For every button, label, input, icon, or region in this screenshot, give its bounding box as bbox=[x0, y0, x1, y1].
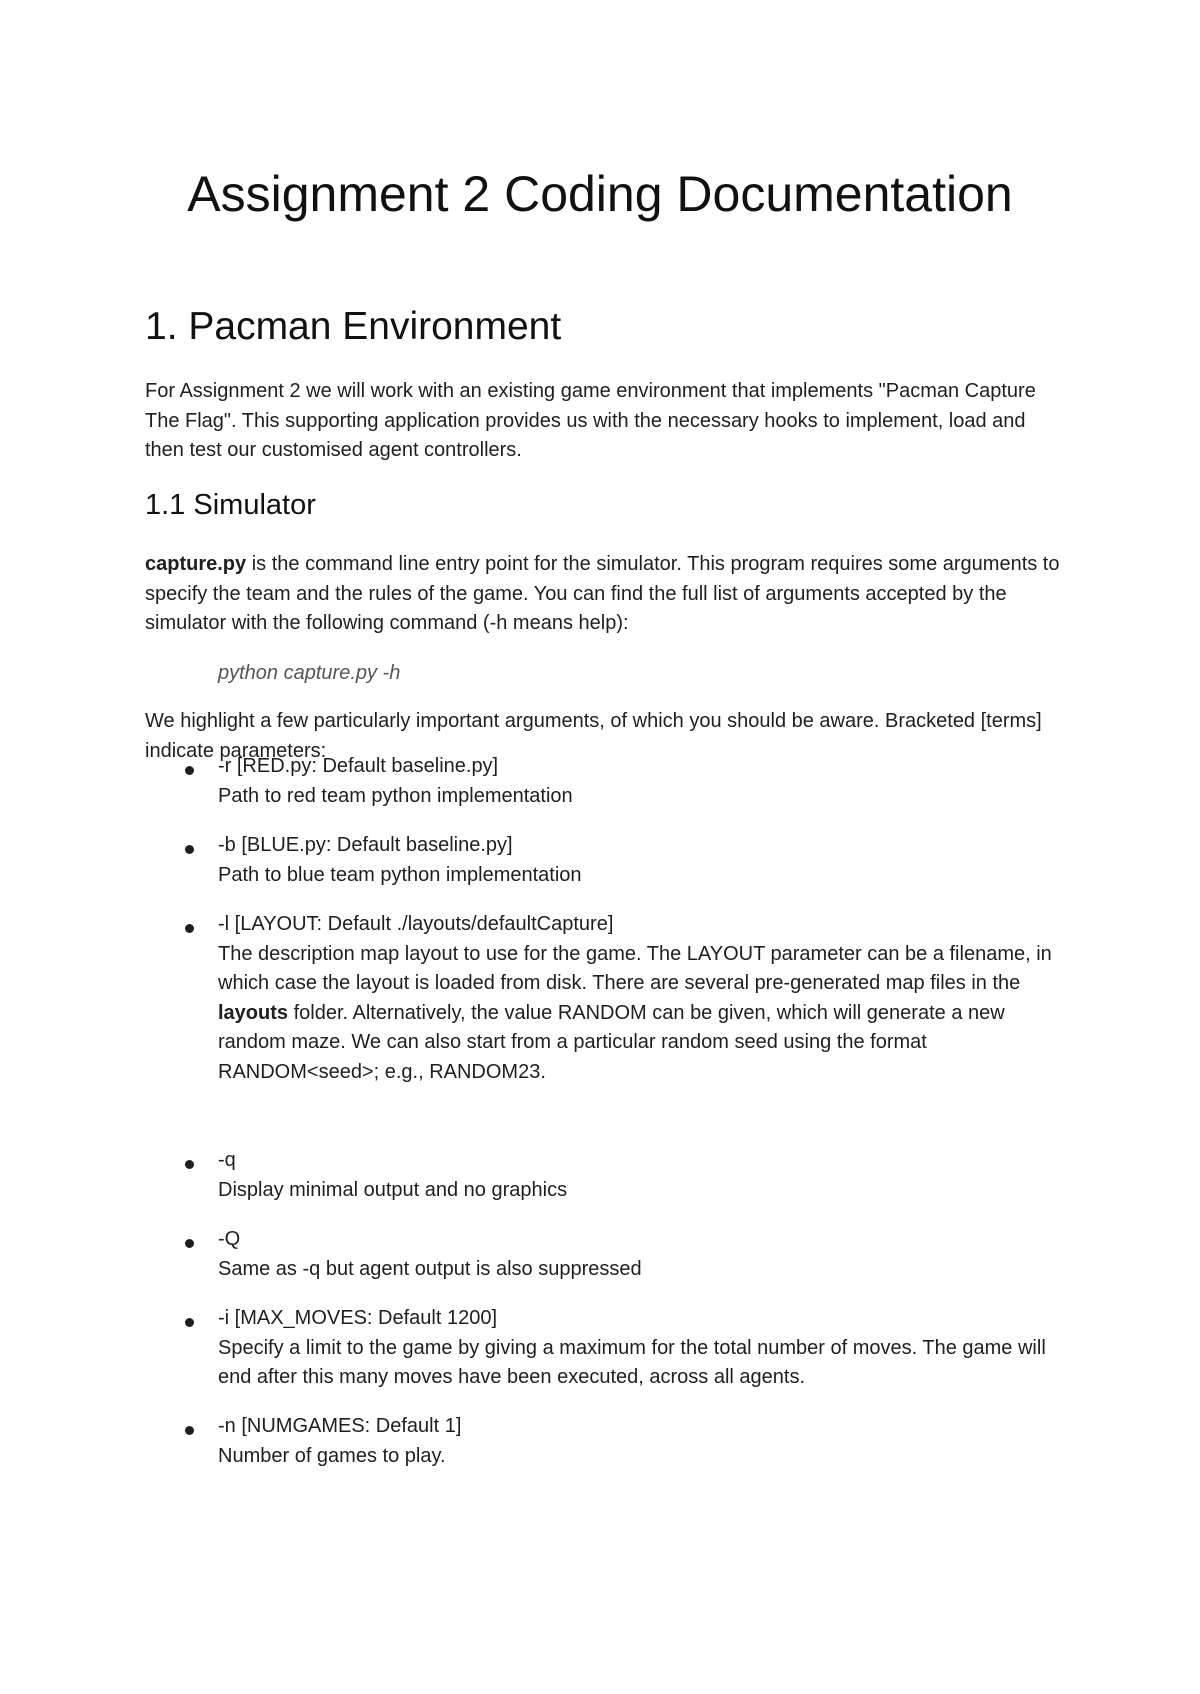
capture-description-text: is the command line entry point for the simulator. This program requires some arguments to specify the team and the rules of the game. You can find the full list of arguments accepted by the simulator with the following command (-h means help): bbox=[145, 553, 1060, 634]
subsection-heading-simulator: 1.1 Simulator bbox=[145, 489, 316, 521]
argument-description: Number of games to play. bbox=[218, 1444, 446, 1467]
argument-description: Display minimal output and no graphics bbox=[218, 1178, 568, 1201]
bullet-icon bbox=[185, 845, 194, 854]
argument-description: Path to blue team python implementation bbox=[218, 863, 582, 886]
capture-description-paragraph bbox=[145, 550, 1065, 639]
document-title: Assignment 2 Coding Documentation bbox=[187, 166, 1013, 222]
section-heading-pacman-environment: 1. Pacman Environment bbox=[145, 305, 562, 348]
argument-flag: -Q bbox=[218, 1228, 241, 1250]
bullet-icon bbox=[185, 924, 194, 933]
argument-description: Specify a limit to the game by giving a maximum for the total number of moves. The game will end after this many moves have been executed, across all agents. bbox=[218, 1336, 1046, 1388]
bullet-icon bbox=[185, 1318, 194, 1327]
bullet-icon bbox=[185, 1426, 194, 1435]
section-intro-paragraph: For Assignment 2 we will work with an existing game environment that implements "Pacman Capture The Flag". This supporting application provides us with the necessary hooks to implement, load and then test our customised agent controllers. bbox=[145, 380, 1036, 461]
argument-flag: -q bbox=[218, 1149, 236, 1171]
argument-flag: -r [RED.py: Default baseline.py] bbox=[218, 755, 499, 777]
capture-filename: capture.py bbox=[145, 553, 247, 575]
layouts-folder-name: layouts bbox=[218, 1001, 289, 1024]
bullet-icon bbox=[185, 1239, 194, 1248]
argument-description: Same as -q but agent output is also suppressed bbox=[218, 1257, 642, 1280]
argument-flag: -l [LAYOUT: Default ./layouts/defaultCapture] bbox=[218, 913, 614, 935]
argument-description: Path to red team python implementation bbox=[218, 784, 573, 807]
help-command-example: python capture.py -h bbox=[218, 662, 401, 684]
layout-description-start: The description map layout to use for the game. The LAYOUT parameter can be a filename, in which case the layout is loaded from disk. There are several pre-generated map files in the bbox=[218, 942, 1052, 994]
layout-description-end: folder. Alternatively, the value RANDOM can be given, which will generate a new random maze. We can also start from a particular random seed using the format RANDOM<seed>; e.g., RANDOM23. bbox=[218, 1001, 1005, 1083]
argument-flag: -b [BLUE.py: Default baseline.py] bbox=[218, 834, 513, 856]
argument-flag: -i [MAX_MOVES: Default 1200] bbox=[218, 1307, 498, 1329]
bullet-icon bbox=[185, 1160, 194, 1169]
argument-flag: -n [NUMGAMES: Default 1] bbox=[218, 1415, 462, 1437]
argument-description bbox=[218, 940, 1063, 1088]
bullet-icon bbox=[185, 766, 194, 775]
arguments-intro-paragraph: We highlight a few particularly important arguments, of which you should be aware. Bracketed [terms] indicate parameters: bbox=[145, 710, 1042, 762]
